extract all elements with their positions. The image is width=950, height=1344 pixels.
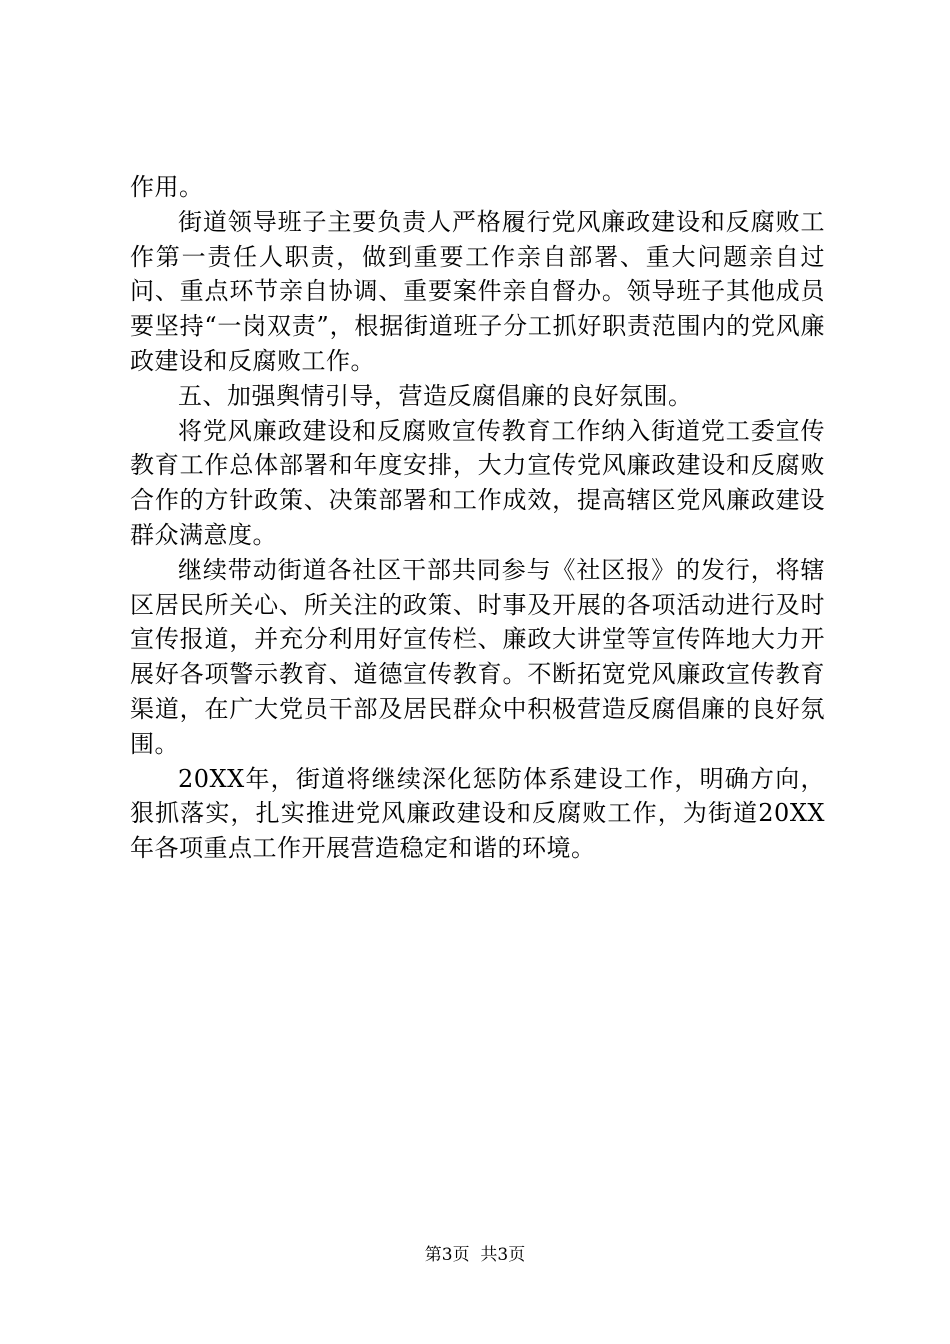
- paragraph-continuation: 作用。: [130, 173, 204, 201]
- section-heading-five: 五、加强舆情引导，营造反腐倡廉的良好氛围。: [178, 381, 693, 410]
- paragraph-community-newspaper: 继续带动街道各社区干部共同参与《社区报》的发行，将辖区居民所关心、所关注的政策、时事及开展的各项活动进行及时宣传报道，并充分利用好宣传栏、廉政大讲堂等宣传阵地大力开展好各项警示教育、道德宣传教育。不断拓宽党风廉政宣传教育渠道，在广大党员干部及居民群众中积极营造反腐倡廉的良好氛围。: [130, 555, 825, 758]
- document-body: [130, 170, 825, 866]
- page-footer: 第3页 共3页: [424, 1245, 526, 1265]
- paragraph-leadership-duty: 街道领导班子主要负责人严格履行党风廉政建设和反腐败工作第一责任人职责，做到重要工作亲自部署、重大问题亲自过问、重点环节亲自协调、重要案件亲自督办。领导班子其他成员要坚持“一岗双责”，根据街道班子分工抓好职责范围内的党风廉政建设和反腐败工作。: [130, 207, 825, 375]
- paragraph-conclusion: 20XX年，街道将继续深化惩防体系建设工作，明确方向，狠抓落实，扎实推进党风廉政建设和反腐败工作，为街道20XX年各项重点工作开展营造稳定和谐的环境。: [130, 764, 825, 863]
- paragraph-publicity: 将党风廉政建设和反腐败宣传教育工作纳入街道党工委宣传教育工作总体部署和年度安排，大力宣传党风廉政建设和反腐败合作的方针政策、决策部署和工作成效，提高辖区党风廉政建设群众满意度。: [130, 416, 825, 549]
